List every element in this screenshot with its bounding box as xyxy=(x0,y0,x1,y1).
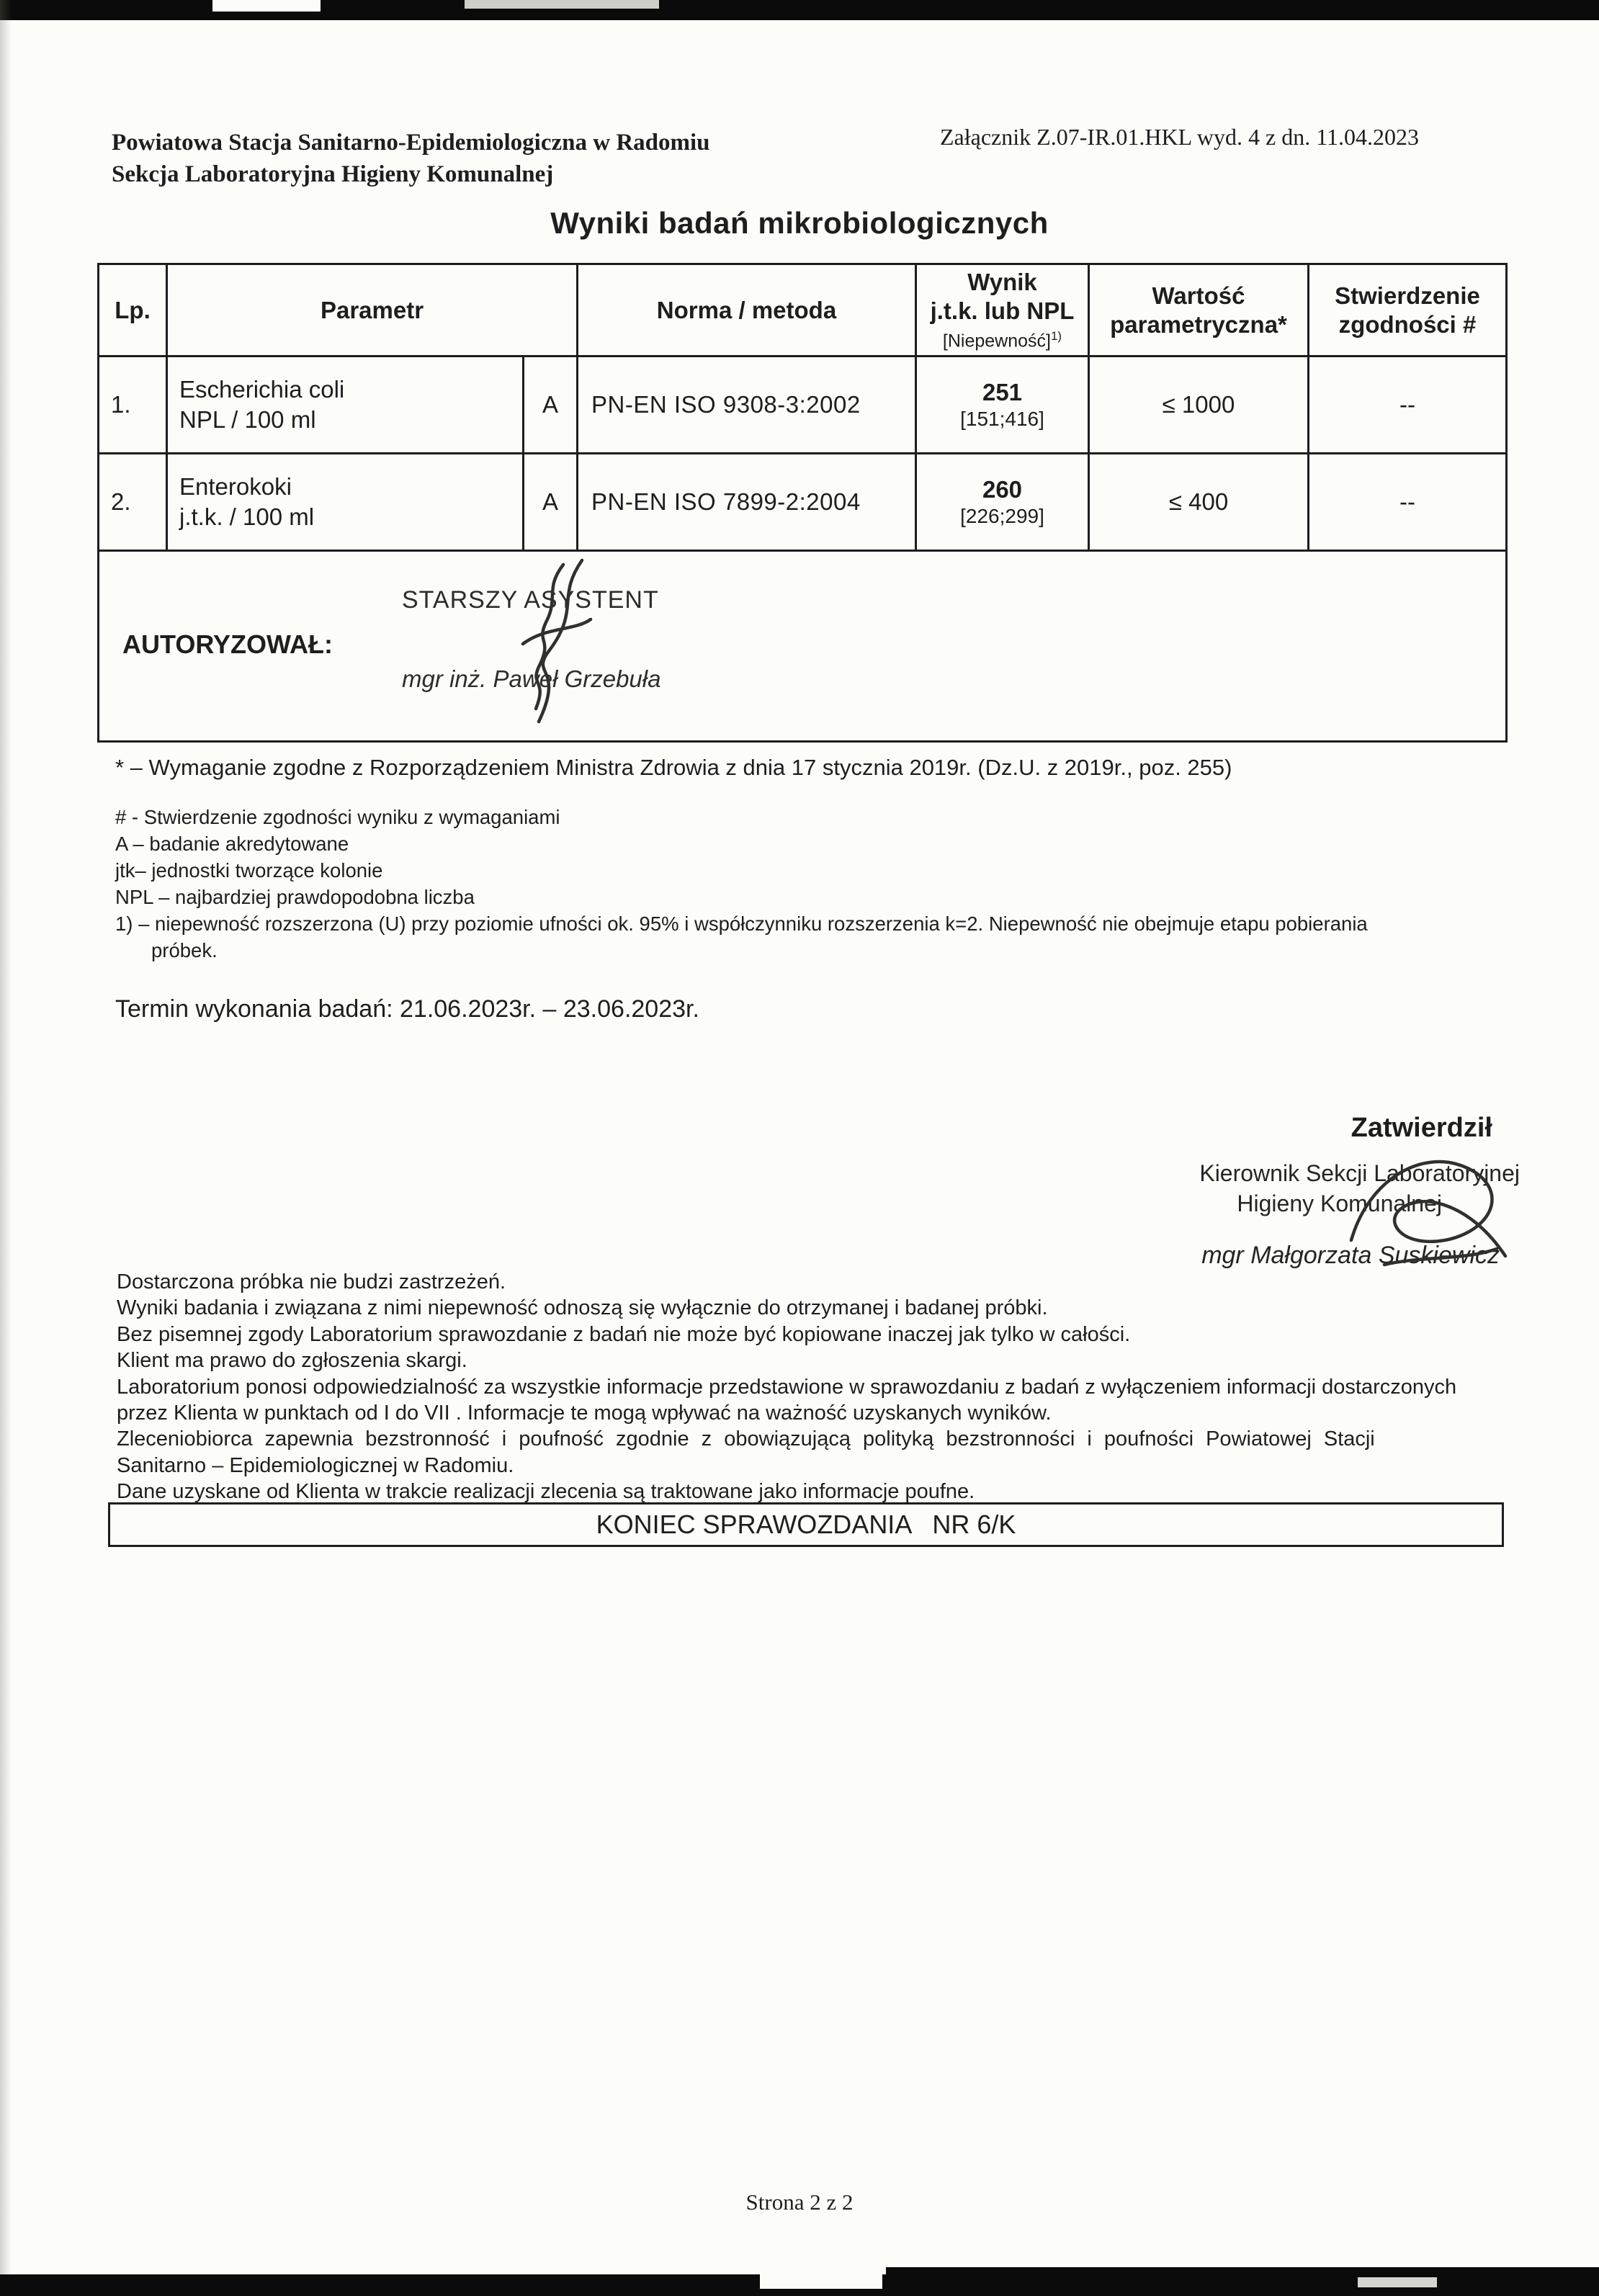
cell-lp: 1. xyxy=(99,356,167,454)
end-of-report-banner: KONIEC SPRAWOZDANIA NR 6/K xyxy=(108,1502,1504,1547)
column-header-lp: Lp. xyxy=(99,264,167,356)
parameter-name: Enterokoki xyxy=(179,473,292,500)
scan-edge-gap xyxy=(465,0,659,9)
table-row xyxy=(99,454,1507,551)
parameter-unit: j.t.k. / 100 ml xyxy=(179,503,315,530)
authorizer-title: STARSZY ASYSTENT xyxy=(402,586,659,614)
result-value: 251 xyxy=(982,379,1023,405)
result-value: 260 xyxy=(982,476,1023,503)
footnote-accredited: A – badanie akredytowane xyxy=(115,833,349,855)
approver-role: Kierownik Sekcji Laboratoryjnej xyxy=(1199,1160,1520,1186)
cell-method: PN-EN ISO 9308-3:2002 xyxy=(578,356,916,454)
authorization-row xyxy=(99,551,1507,742)
results-table-wrapper xyxy=(97,263,1508,743)
disclaimer-line: Zleceniobiorca zapewnia bezstronność i poufność zgodnie z obowiązującą polityką bezstronności i poufności Powiatowej Stacji xyxy=(117,1427,1375,1451)
page-number: Strona 2 z 2 xyxy=(745,2189,854,2215)
cell-accreditation: A xyxy=(524,356,578,454)
parameter-unit: NPL / 100 ml xyxy=(179,406,316,433)
cell-compliance: -- xyxy=(1309,356,1507,454)
result-header-line: Wynik xyxy=(967,269,1037,296)
disclaimer-line: Wyniki badania i związana z nimi niepewność odnoszą się wyłącznie do otrzymanej i badanej próbki. xyxy=(117,1296,1048,1320)
disclaimer-line: Laboratorium ponosi odpowiedzialność za wszystkie informacje przedstawione w sprawozdaniu z badań z wyłączeniem informacji dostarczonych xyxy=(117,1375,1457,1399)
authorized-by-label: AUTORYZOWAŁ: xyxy=(122,629,333,659)
cell-parameter xyxy=(167,356,524,454)
document-title: Wyniki badań mikrobiologicznych xyxy=(550,206,1049,240)
disclaimer-line: Dane uzyskane od Klienta w trakcie realizacji zlecenia są traktowane jako informacje poufne. xyxy=(117,1480,975,1504)
cell-accreditation: A xyxy=(524,454,578,551)
handwritten-signature-approver-icon xyxy=(1341,1147,1514,1283)
footnote-jtk: jtk– jednostki tworzące kolonie xyxy=(115,859,383,882)
parameter-name: Escherichia coli xyxy=(179,376,345,403)
scan-edge-left xyxy=(0,0,12,2296)
result-header-uncertainty: [Niepewność]$^{1)}$ xyxy=(942,329,1062,351)
approver-name: mgr Małgorzata Suskiewicz xyxy=(1201,1242,1500,1269)
result-uncertainty: [151;416] xyxy=(960,408,1044,430)
scan-edge-top xyxy=(0,0,1599,20)
column-header-method: Norma / metoda xyxy=(578,264,916,356)
table-header-row xyxy=(99,264,1507,356)
cell-compliance: -- xyxy=(1309,454,1507,551)
cell-result xyxy=(916,356,1089,454)
cell-parametric-value: ≤ 1000 xyxy=(1089,356,1309,454)
scan-edge-bottom xyxy=(0,2274,1599,2296)
footnotes-block xyxy=(115,755,1484,964)
organization-name: Powiatowa Stacja Sanitarno-Epidemiologiczna w Radomiu xyxy=(112,130,710,156)
disclaimer-line: przez Klienta w punktach od I do VII . Informacje te mogą wpływać na ważność uzyskanych wyników. xyxy=(117,1402,1052,1425)
column-header-parameter: Parametr xyxy=(167,264,578,356)
cell-parametric-value: ≤ 400 xyxy=(1089,454,1309,551)
scan-edge-gap xyxy=(212,0,321,12)
approver-role: Higieny Komunalnej xyxy=(1237,1190,1442,1216)
result-header-line: j.t.k. lub NPL xyxy=(930,297,1075,325)
disclaimer-line: Sanitarno – Epidemiologicznej w Radomiu. xyxy=(117,1453,514,1477)
scan-edge-gap xyxy=(760,2273,882,2289)
footnote-uncertainty-continued: próbek. xyxy=(151,939,218,961)
table-row xyxy=(99,356,1507,454)
authorization-cell xyxy=(99,551,1507,742)
disclaimer-line: Bez pisemnej zgody Laboratorium sprawozdanie z badań nie może być kopiowane inaczej jak tylko w całości. xyxy=(117,1322,1131,1346)
authorizer-name: mgr inż. Paweł Grzebuła xyxy=(402,665,661,692)
letterhead-organization xyxy=(112,127,710,190)
column-header-parametric-value: Wartość parametryczna* xyxy=(1089,264,1309,356)
column-header-result xyxy=(916,264,1089,356)
footnote-uncertainty: 1) – niepewność rozszerzona (U) przy poziomie ufności ok. 95% i współczynniku rozszerzenia k=2. Niepewność nie obejmuje etapu pobierania xyxy=(115,912,1368,935)
footnote-requirement: * – Wymaganie zgodne z Rozporządzeniem Ministra Zdrowia z dnia 17 stycznia 2019r. (Dz.U. z 2019r., poz. 255) xyxy=(115,755,1232,780)
cell-method: PN-EN ISO 7899-2:2004 xyxy=(578,454,916,551)
column-header-compliance: Stwierdzenie zgodności # xyxy=(1309,264,1507,356)
approved-by-heading: Zatwierdził xyxy=(1351,1113,1492,1143)
execution-period: Termin wykonania badań: 21.06.2023r. – 23.06.2023r. xyxy=(115,995,699,1023)
cell-lp: 2. xyxy=(99,454,167,551)
disclaimer-line: Klient ma prawo do zgłoszenia skargi. xyxy=(117,1349,467,1373)
cell-parameter xyxy=(167,454,524,551)
handwritten-signature-authorizer-icon xyxy=(494,557,617,730)
disclaimer-line: Dostarczona próbka nie budzi zastrzeżeń. xyxy=(117,1270,506,1293)
cell-result xyxy=(916,454,1089,551)
attachment-reference: Załącznik Z.07-IR.01.HKL wyd. 4 z dn. 11.04.2023 xyxy=(940,124,1420,150)
footnote-npl: NPL – najbardziej prawdopodobna liczba xyxy=(115,886,475,908)
scan-edge-gap xyxy=(1358,2277,1437,2287)
result-uncertainty: [226;299] xyxy=(960,505,1044,527)
disclaimer-block xyxy=(117,1269,1494,1505)
results-table xyxy=(97,263,1508,743)
organization-section: Sekcja Laboratoryjna Higieny Komunalnej xyxy=(112,161,554,187)
footnote-compliance: # - Stwierdzenie zgodności wyniku z wymaganiami xyxy=(115,806,560,828)
